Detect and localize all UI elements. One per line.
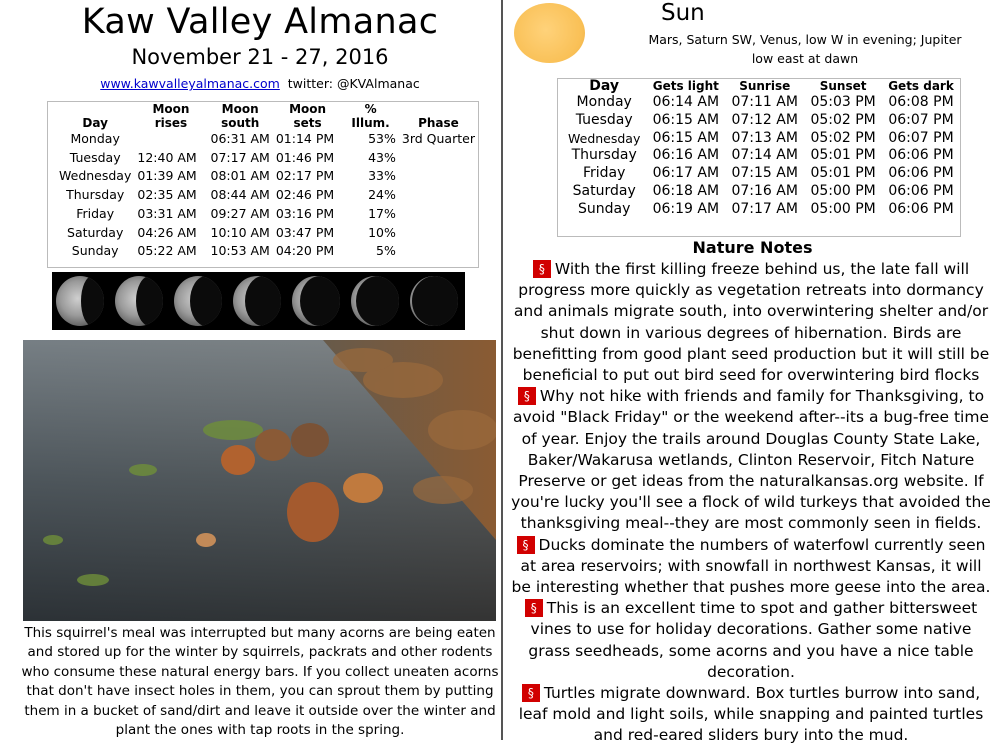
moon-phase-icon <box>351 276 399 326</box>
links-line <box>0 76 520 91</box>
moon-cell-rises: 01:39 AM <box>137 168 197 184</box>
moon-cell-sets: 02:17 PM <box>275 168 335 184</box>
moon-cell-phase: 3rd Quarter <box>401 131 475 146</box>
table-row <box>56 130 478 149</box>
moon-cell-rises <box>134 130 207 149</box>
nature-note <box>510 386 992 534</box>
sun-cell-sunrise: 07:15 AM <box>731 165 798 182</box>
moon-cell-illum: 17% <box>368 205 396 221</box>
sun-cell-sunrise: 07:14 AM <box>731 147 798 164</box>
sun-cell-light: 06:15 AM <box>652 111 720 128</box>
sun-header-sunrise: Sunrise <box>739 79 791 93</box>
sun-cell-dark: 06:07 PM <box>888 111 954 128</box>
moon-table <box>47 101 479 268</box>
moon-cell-rises: 04:26 AM <box>137 224 197 240</box>
moon-cell-south: 10:10 AM <box>210 224 270 240</box>
sun-cell-sunset: 05:00 PM <box>810 200 876 217</box>
table-row <box>562 147 960 165</box>
moon-cell-south: 06:31 AM <box>210 131 270 146</box>
sun-cell-light: 06:15 AM <box>652 129 720 146</box>
moon-header-illum: % Illum. <box>351 102 390 130</box>
moon-shadow <box>412 276 458 326</box>
table-row <box>562 165 960 183</box>
sun-header-dark: Gets dark <box>888 79 954 93</box>
sun-cell-dark: 06:08 PM <box>888 94 954 110</box>
table-row <box>56 167 478 186</box>
moon-cell-illum: 24% <box>368 187 396 203</box>
moon-header-sets: Moon sets <box>289 102 327 130</box>
moon-header-rises: Moon rises <box>152 102 190 130</box>
moon-cell-day: Wednesday <box>59 168 132 184</box>
section-bullet-icon: § <box>525 599 543 617</box>
sun-cell-day: Thursday <box>571 147 637 164</box>
moon-cell-rises: 03:31 AM <box>137 205 197 221</box>
sun-cell-light: 06:19 AM <box>652 200 720 217</box>
nature-note-text: With the first killing freeze behind us, the late fall will progress more quickly as vegetation retreats into dormancy and animals migrate south, into overwintering shelter and/or shut down in various degrees of hibernation. Birds are benefitting from good plant seed production but it will still be beneficial to put out bird seed for overwintering bird flocks <box>512 260 990 385</box>
sun-cell-sunrise: 07:12 AM <box>731 111 798 128</box>
nature-note-text: This is an excellent time to spot and gather bittersweet vines to use for holiday decorations. Gather some native grass seedheads, some acorns and you have a nice table decoration. <box>528 599 978 681</box>
section-bullet-icon: § <box>522 684 540 702</box>
table-row <box>56 186 478 205</box>
sun-cell-sunrise: 07:17 AM <box>731 200 798 217</box>
moon-cell-phase <box>399 186 478 205</box>
nature-notes-title: Nature Notes <box>692 238 813 257</box>
table-row <box>562 183 960 201</box>
sun-cell-dark: 06:06 PM <box>888 200 954 217</box>
sun-cell-sunrise: 07:11 AM <box>731 94 798 110</box>
nature-note <box>510 259 992 386</box>
moon-shadow <box>300 276 340 326</box>
moon-cell-phase <box>399 224 478 243</box>
sun-cell-sunset: 05:01 PM <box>810 165 876 182</box>
nature-note <box>510 535 992 599</box>
column-divider <box>501 0 503 740</box>
date-range: November 21 - 27, 2016 <box>131 45 389 69</box>
sun-cell-day: Monday <box>576 94 632 110</box>
section-bullet-icon: § <box>518 387 536 405</box>
moon-phase-icon <box>56 276 104 326</box>
twitter-handle: twitter: @KVAlmanac <box>287 76 420 91</box>
moon-phase-icon <box>233 276 281 326</box>
moon-shadow <box>136 276 163 326</box>
sun-cell-day: Friday <box>582 165 626 182</box>
moon-phase-icon <box>174 276 222 326</box>
sun-cell-sunset: 05:02 PM <box>810 129 876 146</box>
nature-note-text: Ducks dominate the numbers of waterfowl currently seen at area reservoirs; with snowfall in northwest Kansas, it will be interesting whether that pushes more geese into the area. <box>511 535 991 597</box>
moon-phase-icon <box>292 276 340 326</box>
sun-header-sunset: Sunset <box>819 79 867 93</box>
moon-cell-sets: 03:16 PM <box>275 205 335 221</box>
moon-cell-day: Friday <box>76 205 115 221</box>
sun-header-light: Gets light <box>652 79 719 93</box>
moon-cell-south: 08:01 AM <box>210 168 270 184</box>
moon-cell-illum: 5% <box>376 243 396 259</box>
moon-cell-sets: 03:47 PM <box>275 224 335 240</box>
moon-cell-day: Monday <box>70 131 120 146</box>
sun-cell-light: 06:16 AM <box>652 147 720 164</box>
sun-table <box>557 78 961 237</box>
nature-note-text: Why not hike with friends and family for Thanksgiving, to avoid "Black Friday" or the weekend after--its a bug-free time of year. Enjoy the trails around Douglas County State Lake, Baker/Wakarusa wetlands, Clinton Reservoir, Fitch Nature Preserve or get ideas from the naturalkansas.org website. If you're lucky you'll see a flock of wild turkeys that avoided the thanksgiving meal--they are most commonly seen in fields. <box>511 387 991 533</box>
sun-cell-sunrise: 07:16 AM <box>731 182 798 199</box>
section-bullet-icon: § <box>517 536 535 554</box>
moon-cell-illum: 53% <box>368 131 396 146</box>
section-bullet-icon: § <box>533 260 551 278</box>
moon-cell-phase <box>399 149 478 168</box>
sun-cell-dark: 06:06 PM <box>888 182 954 199</box>
acorns-on-log-photo <box>23 340 496 621</box>
photo-caption: This squirrel's meal was interrupted but many acorns are being eaten and stored up for the winter by squirrels, packrats and other rodents who consume these natural energy bars. If you collect uneaten acorns that don't have insect holes in them, you can sprout them by putting them in a bucket of sand/dirt and leave it outside over the winter and plant the ones with tap roots in the spring. <box>21 625 499 739</box>
table-row <box>56 224 478 243</box>
sun-cell-dark: 06:06 PM <box>888 165 954 182</box>
nature-note-text: Turtles migrate downward. Box turtles burrow into sand, leaf mold and light soils, while snapping and painted turtles and red-eared sliders bury into the mud. <box>518 684 984 745</box>
moon-cell-phase <box>399 167 478 186</box>
moon-cell-illum: 43% <box>368 149 396 165</box>
sun-cell-sunset: 05:01 PM <box>810 147 876 164</box>
sun-title: Sun <box>661 0 705 26</box>
moon-phase-strip <box>52 272 465 330</box>
table-row <box>562 130 960 148</box>
moon-cell-phase <box>399 205 478 224</box>
moon-cell-illum: 33% <box>368 168 396 184</box>
table-row <box>562 94 960 112</box>
moon-shadow <box>245 276 281 326</box>
moon-header-phase: Phase <box>418 116 459 130</box>
sun-cell-day: Tuesday <box>575 111 633 128</box>
sun-cell-day: Saturday <box>572 182 636 199</box>
sun-cell-sunset: 05:03 PM <box>810 94 876 110</box>
moon-phase-icon <box>115 276 163 326</box>
moon-cell-south: 07:17 AM <box>210 149 270 165</box>
moon-shadow <box>190 276 222 326</box>
moon-cell-rises: 02:35 AM <box>137 187 197 203</box>
moon-header-south: Moon south <box>221 102 260 130</box>
moon-cell-sets: 01:14 PM <box>275 131 335 146</box>
sun-cell-light: 06:17 AM <box>652 165 720 182</box>
website-link[interactable]: www.kawvalleyalmanac.com <box>100 76 280 91</box>
sun-cell-dark: 06:07 PM <box>888 129 954 146</box>
moon-phase-icon <box>410 276 458 326</box>
moon-cell-sets: 01:46 PM <box>275 149 335 165</box>
sun-cell-light: 06:18 AM <box>652 182 720 199</box>
sun-cell-day: Wednesday <box>568 130 641 146</box>
moon-cell-day: Sunday <box>71 243 119 259</box>
moon-shadow <box>356 276 399 326</box>
sun-cell-sunset: 05:02 PM <box>810 111 876 128</box>
moon-cell-phase <box>399 242 478 261</box>
table-row <box>562 112 960 130</box>
sun-header-day: Day <box>589 78 620 94</box>
moon-cell-rises: 12:40 AM <box>137 149 197 165</box>
table-row <box>56 205 478 224</box>
page-title: Kaw Valley Almanac <box>81 2 439 42</box>
moon-header-day: Day <box>82 116 108 130</box>
table-row <box>562 201 960 219</box>
nature-notes <box>510 259 992 747</box>
sun-cell-sunrise: 07:13 AM <box>731 129 798 146</box>
moon-cell-sets: 04:20 PM <box>275 243 335 259</box>
sun-cell-day: Sunday <box>577 200 631 217</box>
moon-cell-illum: 10% <box>368 224 396 240</box>
moon-cell-south: 09:27 AM <box>210 205 270 221</box>
sun-cell-sunset: 05:00 PM <box>810 182 876 199</box>
sun-icon <box>514 3 585 63</box>
sun-cell-dark: 06:06 PM <box>888 147 954 164</box>
moon-cell-rises: 05:22 AM <box>137 243 197 259</box>
nature-note <box>510 683 992 747</box>
moon-cell-sets: 02:46 PM <box>275 187 335 203</box>
sun-cell-light: 06:14 AM <box>652 94 720 110</box>
moon-cell-south: 08:44 AM <box>210 187 270 203</box>
planets-note: Mars, Saturn SW, Venus, low W in evening; Jupiter low east at dawn <box>648 32 962 66</box>
moon-cell-day: Saturday <box>67 224 124 240</box>
moon-cell-day: Tuesday <box>69 149 121 165</box>
moon-cell-day: Thursday <box>66 187 125 203</box>
moon-shadow <box>81 276 104 326</box>
table-row <box>56 149 478 168</box>
nature-note <box>510 598 992 683</box>
table-row <box>56 242 478 261</box>
moon-cell-south: 10:53 AM <box>210 243 270 259</box>
